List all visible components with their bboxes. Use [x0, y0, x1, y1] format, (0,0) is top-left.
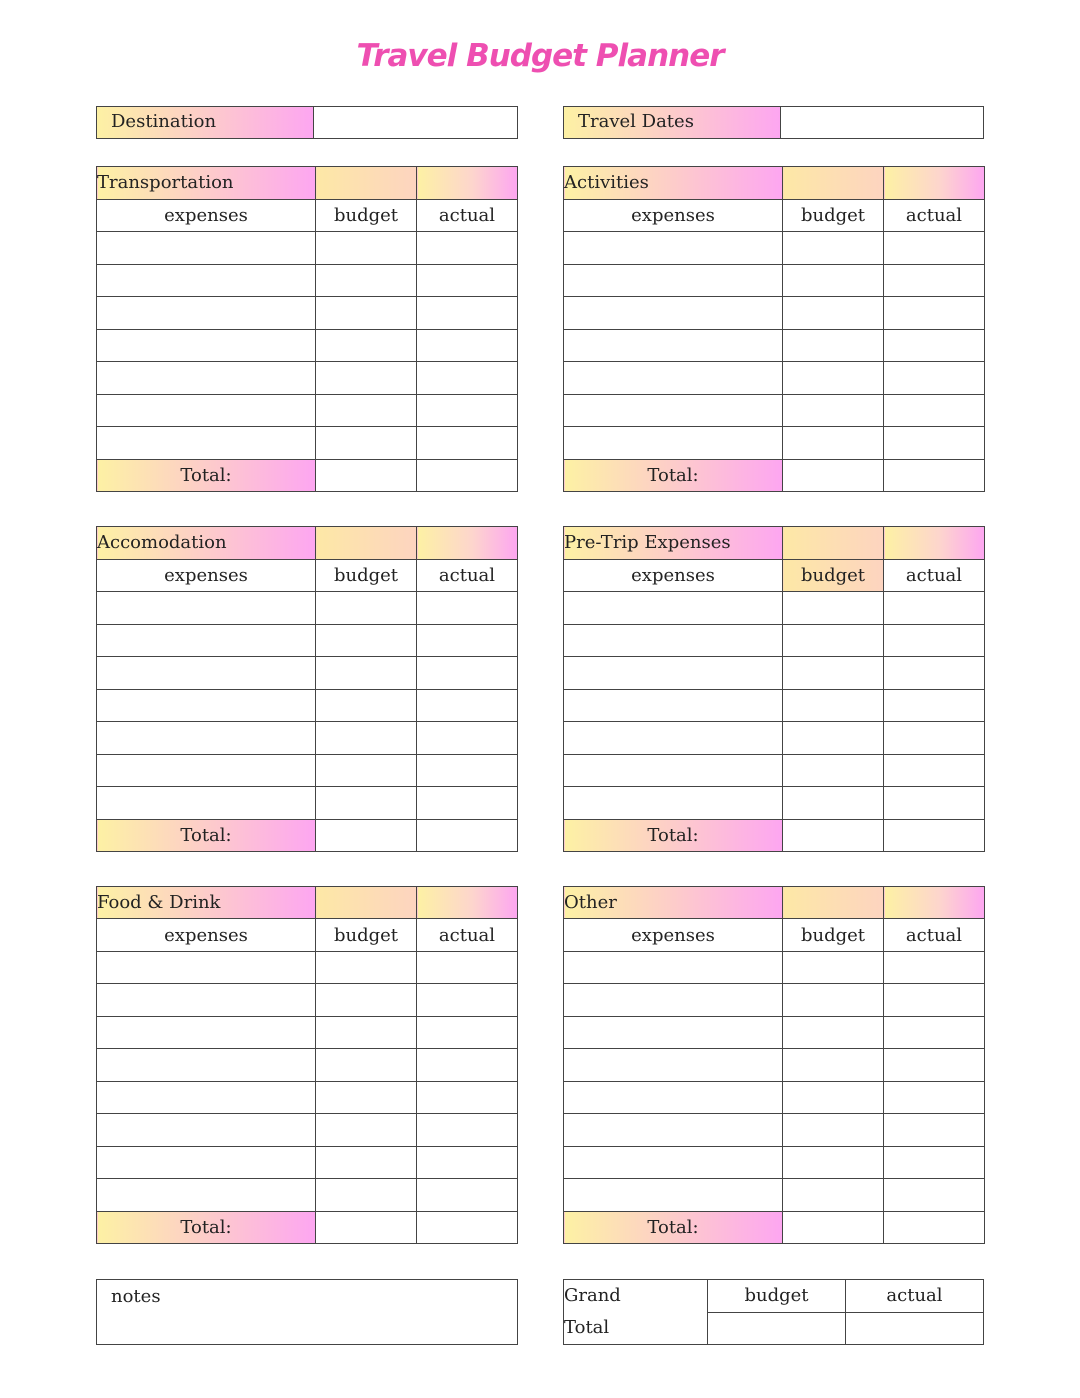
total-budget-cell[interactable]: [783, 1211, 884, 1243]
budget-cell[interactable]: [316, 1081, 417, 1113]
budget-cell[interactable]: [316, 427, 417, 460]
grand-actual-header: actual: [846, 1280, 984, 1313]
budget-cell[interactable]: [783, 1049, 884, 1081]
total-actual-cell[interactable]: [417, 1211, 518, 1243]
budget-cell[interactable]: [316, 232, 417, 265]
expense-cell[interactable]: [97, 1114, 316, 1146]
table-row: [564, 689, 985, 722]
table-row: [564, 232, 985, 265]
table-row: [564, 657, 985, 690]
expense-cell[interactable]: [564, 394, 783, 427]
budget-cell[interactable]: [783, 1179, 884, 1211]
expense-cell[interactable]: [564, 1179, 783, 1211]
budget-cell[interactable]: [783, 1146, 884, 1178]
col-budget-header: budget: [783, 559, 884, 592]
budget-cell[interactable]: [316, 264, 417, 297]
col-actual-header: actual: [884, 199, 985, 232]
expense-cell[interactable]: [97, 1146, 316, 1178]
budget-cell[interactable]: [316, 754, 417, 787]
budget-cell[interactable]: [316, 1016, 417, 1048]
table-row: [97, 232, 518, 265]
section-header-fill: [783, 527, 884, 560]
section-title: Other: [564, 887, 783, 919]
actual-cell[interactable]: [884, 1081, 985, 1113]
col-budget-header: budget: [783, 199, 884, 232]
table-row: [97, 592, 518, 625]
table-row: [97, 657, 518, 690]
expense-cell[interactable]: [564, 657, 783, 690]
actual-cell[interactable]: [417, 1081, 518, 1113]
budget-cell[interactable]: [783, 592, 884, 625]
table-row: [564, 329, 985, 362]
actual-cell[interactable]: [884, 787, 985, 820]
total-label: Total:: [564, 1211, 783, 1243]
budget-cell[interactable]: [316, 394, 417, 427]
expense-cell[interactable]: [97, 1016, 316, 1048]
expense-cell[interactable]: [97, 1179, 316, 1211]
budget-cell[interactable]: [316, 689, 417, 722]
budget-cell[interactable]: [316, 362, 417, 395]
section-accomodation: [96, 526, 518, 852]
budget-cell[interactable]: [783, 362, 884, 395]
grand-budget-cell[interactable]: [708, 1312, 846, 1345]
expense-cell[interactable]: [97, 1081, 316, 1113]
section-header-fill: [884, 887, 985, 919]
grand-total-table: [563, 1279, 984, 1345]
expense-cell[interactable]: [97, 754, 316, 787]
budget-cell[interactable]: [783, 657, 884, 690]
table-row: [564, 1016, 985, 1048]
table-row: [97, 1016, 518, 1048]
budget-cell[interactable]: [316, 329, 417, 362]
actual-cell[interactable]: [417, 984, 518, 1016]
actual-cell[interactable]: [884, 624, 985, 657]
budget-cell[interactable]: [316, 624, 417, 657]
actual-cell[interactable]: [417, 1146, 518, 1178]
grand-total-line1: Grand: [564, 1285, 621, 1306]
col-expenses-header: expenses: [97, 919, 316, 951]
budget-cell[interactable]: [783, 754, 884, 787]
actual-cell[interactable]: [884, 592, 985, 625]
total-label: Total:: [97, 1211, 316, 1243]
actual-cell[interactable]: [884, 657, 985, 690]
table-row: [564, 1146, 985, 1178]
expense-cell[interactable]: [97, 689, 316, 722]
expense-cell[interactable]: [564, 787, 783, 820]
table-row: [97, 329, 518, 362]
col-actual-header: actual: [417, 199, 518, 232]
actual-cell[interactable]: [884, 297, 985, 330]
table-row: [564, 984, 985, 1016]
actual-cell[interactable]: [884, 232, 985, 265]
actual-cell[interactable]: [884, 689, 985, 722]
budget-cell[interactable]: [316, 657, 417, 690]
expense-cell[interactable]: [97, 394, 316, 427]
destination-label: Destination: [97, 107, 314, 138]
total-actual-cell[interactable]: [884, 459, 985, 492]
table-row: [564, 754, 985, 787]
section-header-fill: [884, 167, 985, 200]
section-header-fill: [417, 167, 518, 200]
actual-cell[interactable]: [884, 394, 985, 427]
col-actual-header: actual: [884, 559, 985, 592]
section-header-fill: [417, 887, 518, 919]
section-title: Accomodation: [97, 527, 316, 560]
budget-cell[interactable]: [783, 1016, 884, 1048]
actual-cell[interactable]: [884, 264, 985, 297]
table-row: [564, 722, 985, 755]
notes-label: notes: [111, 1286, 161, 1307]
table-row: [564, 1114, 985, 1146]
col-expenses-header: expenses: [97, 559, 316, 592]
budget-cell[interactable]: [783, 297, 884, 330]
total-budget-cell[interactable]: [783, 819, 884, 852]
actual-cell[interactable]: [417, 1049, 518, 1081]
budget-cell[interactable]: [783, 427, 884, 460]
expense-cell[interactable]: [564, 984, 783, 1016]
section-title: Activities: [564, 167, 783, 200]
table-row: [564, 592, 985, 625]
actual-cell[interactable]: [884, 951, 985, 983]
table-row: [97, 1081, 518, 1113]
col-budget-header: budget: [316, 199, 417, 232]
page-title: Travel Budget Planner: [356, 38, 724, 74]
col-expenses-header: expenses: [564, 559, 783, 592]
budget-cell[interactable]: [316, 787, 417, 820]
actual-cell[interactable]: [417, 754, 518, 787]
actual-cell[interactable]: [417, 264, 518, 297]
expense-cell[interactable]: [564, 722, 783, 755]
expense-cell[interactable]: [97, 264, 316, 297]
budget-cell[interactable]: [783, 984, 884, 1016]
section-food-drink: [96, 886, 518, 1244]
budget-cell[interactable]: [783, 787, 884, 820]
table-row: [97, 427, 518, 460]
col-actual-header: actual: [417, 919, 518, 951]
actual-cell[interactable]: [884, 329, 985, 362]
expense-cell[interactable]: [564, 362, 783, 395]
table-row: [564, 264, 985, 297]
budget-cell[interactable]: [783, 1081, 884, 1113]
actual-cell[interactable]: [884, 722, 985, 755]
total-label: Total:: [564, 459, 783, 492]
total-budget-cell[interactable]: [783, 459, 884, 492]
expense-cell[interactable]: [97, 984, 316, 1016]
expense-cell[interactable]: [97, 657, 316, 690]
table-row: [564, 394, 985, 427]
expense-cell[interactable]: [97, 297, 316, 330]
actual-cell[interactable]: [417, 951, 518, 983]
expense-cell[interactable]: [97, 624, 316, 657]
table-row: [564, 1179, 985, 1211]
col-budget-header: budget: [316, 919, 417, 951]
table-row: [97, 394, 518, 427]
table-row: [97, 362, 518, 395]
actual-cell[interactable]: [417, 787, 518, 820]
expense-cell[interactable]: [97, 232, 316, 265]
grand-budget-header: budget: [708, 1280, 846, 1313]
expense-cell[interactable]: [564, 1016, 783, 1048]
table-row: [564, 787, 985, 820]
section-activities: [563, 166, 985, 492]
table-row: [97, 264, 518, 297]
expense-cell[interactable]: [97, 722, 316, 755]
budget-cell[interactable]: [316, 1114, 417, 1146]
section-header-fill: [316, 887, 417, 919]
budget-cell[interactable]: [316, 592, 417, 625]
table-row: [97, 624, 518, 657]
table-row: [564, 427, 985, 460]
budget-cell[interactable]: [783, 394, 884, 427]
expense-cell[interactable]: [564, 1049, 783, 1081]
expense-cell[interactable]: [564, 1114, 783, 1146]
expense-cell[interactable]: [564, 264, 783, 297]
table-row: [97, 689, 518, 722]
expense-cell[interactable]: [564, 1081, 783, 1113]
expense-cell[interactable]: [564, 427, 783, 460]
table-row: [564, 1049, 985, 1081]
expense-cell[interactable]: [564, 232, 783, 265]
expense-cell[interactable]: [97, 1049, 316, 1081]
actual-cell[interactable]: [884, 1146, 985, 1178]
budget-cell[interactable]: [316, 1146, 417, 1178]
total-actual-cell[interactable]: [417, 819, 518, 852]
col-budget-header: budget: [783, 919, 884, 951]
budget-cell[interactable]: [783, 951, 884, 983]
actual-cell[interactable]: [417, 297, 518, 330]
total-budget-cell[interactable]: [316, 819, 417, 852]
budget-cell[interactable]: [783, 232, 884, 265]
total-actual-cell[interactable]: [884, 1211, 985, 1243]
actual-cell[interactable]: [417, 394, 518, 427]
travel-dates-label: Travel Dates: [564, 107, 781, 138]
expense-cell[interactable]: [564, 1146, 783, 1178]
actual-cell[interactable]: [417, 624, 518, 657]
budget-cell[interactable]: [783, 624, 884, 657]
section-pre-trip-expenses: [563, 526, 985, 852]
actual-cell[interactable]: [884, 1114, 985, 1146]
table-row: [97, 722, 518, 755]
table-row: [97, 787, 518, 820]
expense-cell[interactable]: [97, 329, 316, 362]
expense-cell[interactable]: [97, 427, 316, 460]
total-actual-cell[interactable]: [417, 459, 518, 492]
section-header-fill: [316, 527, 417, 560]
table-row: [97, 951, 518, 983]
table-row: [97, 754, 518, 787]
budget-cell[interactable]: [316, 722, 417, 755]
col-expenses-header: expenses: [564, 919, 783, 951]
expense-cell[interactable]: [564, 592, 783, 625]
actual-cell[interactable]: [417, 689, 518, 722]
table-row: [564, 624, 985, 657]
expense-cell[interactable]: [564, 689, 783, 722]
total-budget-cell[interactable]: [316, 1211, 417, 1243]
actual-cell[interactable]: [417, 362, 518, 395]
table-row: [97, 297, 518, 330]
total-label: Total:: [564, 819, 783, 852]
budget-cell[interactable]: [316, 297, 417, 330]
budget-cell[interactable]: [783, 329, 884, 362]
budget-cell[interactable]: [316, 951, 417, 983]
table-row: [564, 1081, 985, 1113]
actual-cell[interactable]: [417, 427, 518, 460]
destination-field: [96, 106, 518, 139]
actual-cell[interactable]: [417, 232, 518, 265]
section-header-fill: [417, 527, 518, 560]
col-budget-header: budget: [316, 559, 417, 592]
actual-cell[interactable]: [417, 1179, 518, 1211]
section-other: [563, 886, 985, 1244]
section-transportation: [96, 166, 518, 492]
notes-box[interactable]: [96, 1279, 518, 1345]
budget-cell[interactable]: [783, 1114, 884, 1146]
actual-cell[interactable]: [417, 1016, 518, 1048]
section-title: Food & Drink: [97, 887, 316, 919]
budget-cell[interactable]: [316, 984, 417, 1016]
col-expenses-header: expenses: [97, 199, 316, 232]
table-row: [564, 951, 985, 983]
actual-cell[interactable]: [417, 722, 518, 755]
actual-cell[interactable]: [884, 362, 985, 395]
travel-dates-field: [563, 106, 984, 139]
budget-cell[interactable]: [316, 1049, 417, 1081]
budget-cell[interactable]: [783, 722, 884, 755]
actual-cell[interactable]: [884, 984, 985, 1016]
actual-cell[interactable]: [884, 1016, 985, 1048]
actual-cell[interactable]: [884, 427, 985, 460]
grand-total-line2: Total: [564, 1317, 610, 1338]
col-expenses-header: expenses: [564, 199, 783, 232]
expense-cell[interactable]: [97, 362, 316, 395]
actual-cell[interactable]: [884, 1179, 985, 1211]
budget-cell[interactable]: [783, 264, 884, 297]
budget-cell[interactable]: [783, 689, 884, 722]
actual-cell[interactable]: [884, 754, 985, 787]
expense-cell[interactable]: [97, 787, 316, 820]
expense-cell[interactable]: [564, 951, 783, 983]
expense-cell[interactable]: [564, 754, 783, 787]
section-header-fill: [316, 167, 417, 200]
total-actual-cell[interactable]: [884, 819, 985, 852]
expense-cell[interactable]: [97, 592, 316, 625]
actual-cell[interactable]: [417, 657, 518, 690]
section-header-fill: [884, 527, 985, 560]
section-header-fill: [783, 167, 884, 200]
table-row: [97, 1179, 518, 1211]
table-row: [564, 362, 985, 395]
travel-dates-input[interactable]: [781, 107, 983, 138]
expense-cell[interactable]: [97, 951, 316, 983]
table-row: [97, 1114, 518, 1146]
table-row: [564, 297, 985, 330]
total-label: Total:: [97, 459, 316, 492]
total-budget-cell[interactable]: [316, 459, 417, 492]
section-header-fill: [783, 887, 884, 919]
grand-actual-cell[interactable]: [846, 1312, 984, 1345]
expense-cell[interactable]: [564, 624, 783, 657]
col-actual-header: actual: [884, 919, 985, 951]
col-actual-header: actual: [417, 559, 518, 592]
budget-cell[interactable]: [316, 1179, 417, 1211]
table-row: [97, 984, 518, 1016]
grand-total-label: [564, 1280, 708, 1345]
destination-input[interactable]: [314, 107, 517, 138]
section-title: Transportation: [97, 167, 316, 200]
actual-cell[interactable]: [417, 592, 518, 625]
expense-cell[interactable]: [564, 297, 783, 330]
total-label: Total:: [97, 819, 316, 852]
actual-cell[interactable]: [884, 1049, 985, 1081]
expense-cell[interactable]: [564, 329, 783, 362]
section-title: Pre-Trip Expenses: [564, 527, 783, 560]
actual-cell[interactable]: [417, 329, 518, 362]
table-row: [97, 1049, 518, 1081]
actual-cell[interactable]: [417, 1114, 518, 1146]
table-row: [97, 1146, 518, 1178]
